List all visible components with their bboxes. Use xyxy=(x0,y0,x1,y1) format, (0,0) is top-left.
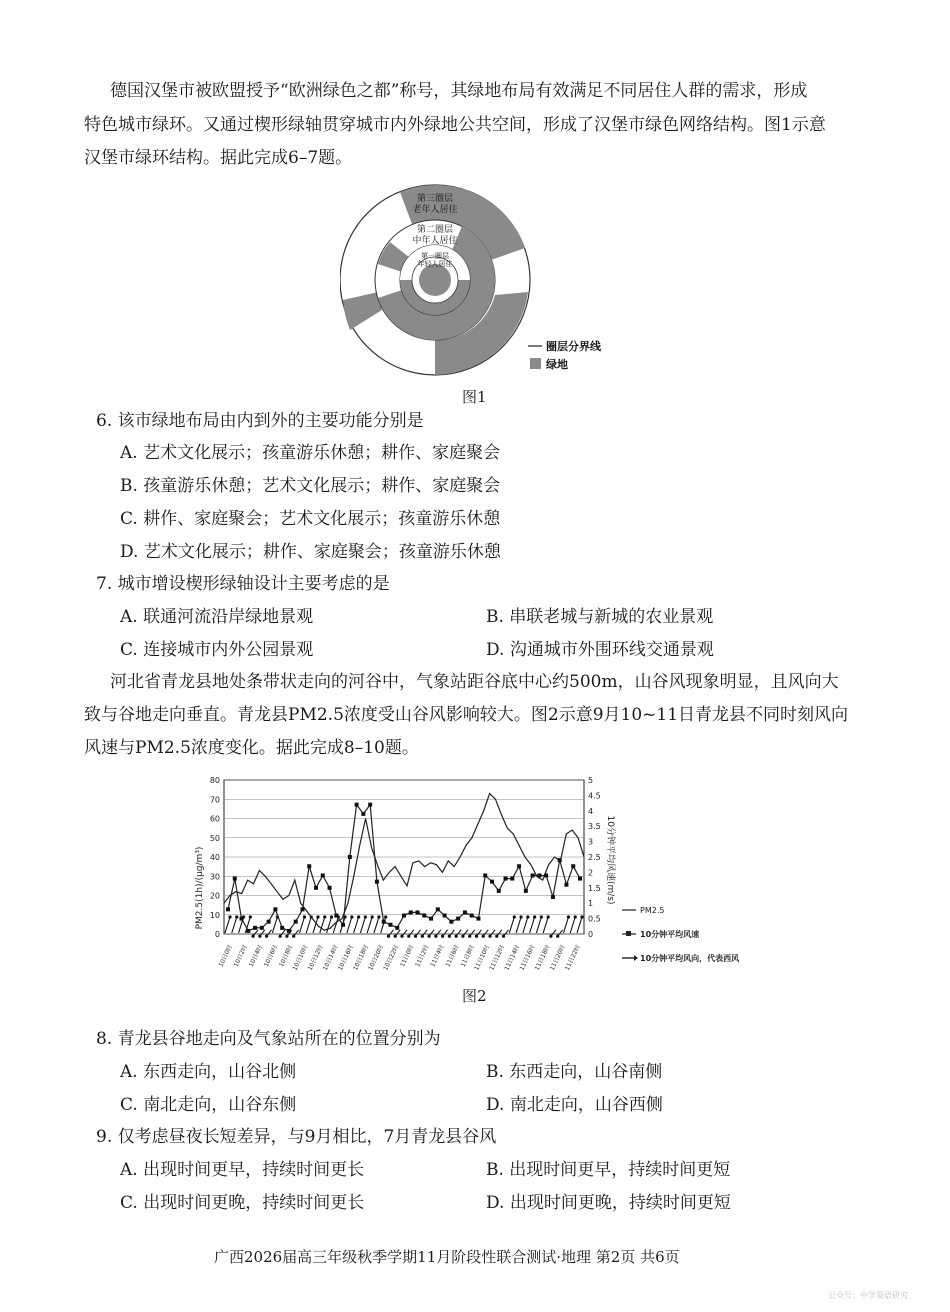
wind-speed-series-line xyxy=(228,805,580,931)
arrow-head xyxy=(371,915,374,918)
wind-speed-point xyxy=(314,886,318,890)
wind-speed-point xyxy=(273,907,277,911)
q7-option-b: B. 串联老城与新城的农业景观 xyxy=(486,607,714,627)
arrow-head xyxy=(519,915,522,918)
arrow-head xyxy=(235,915,238,918)
wind-direction-arrow xyxy=(367,915,374,933)
arrow-head xyxy=(400,935,403,938)
wind-speed-point xyxy=(504,877,508,881)
chart-gridlines xyxy=(224,780,584,934)
left-tick-label: 30 xyxy=(209,872,220,882)
wind-speed-point xyxy=(361,812,365,816)
wind-speed-point xyxy=(531,873,535,877)
x-tick-label: 10日16时 xyxy=(336,943,355,972)
q7-option-a: A. 联通河流沿岸绿地景观 xyxy=(120,607,314,627)
wind-direction-arrow xyxy=(232,915,239,933)
q8-option-b: B. 东西走向，山谷南侧 xyxy=(486,1062,663,1082)
arrow-head xyxy=(316,915,319,918)
q9-stem: 9. 仅考虑昼夜长短差异，与9月相比，7月青龙县谷风 xyxy=(96,1127,497,1147)
wind-speed-point xyxy=(375,880,379,884)
arrow-shaft xyxy=(360,917,365,933)
arrow-head xyxy=(407,935,410,938)
x-tick-label: 11日12时 xyxy=(488,943,507,972)
arrow-head xyxy=(421,935,424,938)
x-tick-label: 11日2时 xyxy=(414,943,431,969)
wind-speed-point xyxy=(497,889,501,893)
wind-direction-arrow xyxy=(299,915,306,933)
arrow-shaft xyxy=(523,917,528,933)
right-tick-label: 1 xyxy=(588,899,594,909)
x-tick-label: 11日16时 xyxy=(518,943,537,972)
arrow-head xyxy=(350,915,353,918)
arrow-shaft xyxy=(272,917,277,933)
arrow-head xyxy=(540,915,543,918)
x-tick-label: 11日18时 xyxy=(533,943,552,972)
wind-speed-point xyxy=(449,920,453,924)
wind-speed-point xyxy=(307,864,311,868)
wind-speed-point xyxy=(483,873,487,877)
arrow-head xyxy=(330,915,333,918)
wind-direction-arrow xyxy=(327,915,334,933)
left-tick-label: 70 xyxy=(209,795,220,805)
arrow-head xyxy=(384,915,387,918)
legend-pm25-label: PM2.5 xyxy=(640,906,665,915)
arrow-head xyxy=(279,935,282,938)
x-tick-label: 10日6时 xyxy=(262,943,280,969)
figure1-ring-diagram xyxy=(340,180,620,400)
q9-option-d: D. 出现时间更晚，持续时间更短 xyxy=(486,1193,731,1213)
q6-option-b: B. 孩童游乐休憩；艺术文化展示；耕作、家庭聚会 xyxy=(120,476,501,496)
left-tick-label: 50 xyxy=(209,833,220,843)
wind-speed-point xyxy=(463,910,467,914)
wind-direction-arrow xyxy=(360,915,367,933)
x-tick-label: 10日14时 xyxy=(321,943,340,972)
arrow-head xyxy=(533,915,536,918)
arrow-head xyxy=(387,935,390,938)
wind-speed-point xyxy=(240,917,244,921)
wind-speed-point xyxy=(510,877,514,881)
wind-speed-point xyxy=(544,873,548,877)
x-tick-label: 10日2时 xyxy=(232,943,249,969)
arrow-head xyxy=(461,935,464,938)
arrow-shaft xyxy=(570,917,575,933)
wind-speed-point xyxy=(341,923,345,927)
arrow-head xyxy=(475,935,478,938)
wind-direction-arrow xyxy=(523,915,530,933)
wind-direction-arrow xyxy=(381,915,388,933)
arrow-shaft xyxy=(577,917,582,933)
wind-speed-point xyxy=(578,877,582,881)
wind-speed-point xyxy=(388,923,392,927)
q6-stem: 6. 该市绿地布局由内到外的主要功能分别是 xyxy=(96,411,424,431)
right-tick-label: 3 xyxy=(588,837,594,847)
arrow-shaft xyxy=(306,917,311,933)
right-tick-label: 1.5 xyxy=(588,883,601,893)
x-tick-label: 10日20时 xyxy=(367,943,386,972)
ring2-label-1: 第二圈层 xyxy=(416,225,454,235)
wind-speed-point xyxy=(300,907,304,911)
wind-speed-point xyxy=(537,873,541,877)
arrow-head xyxy=(468,935,471,938)
q6-option-a: A. 艺术文化展示；孩童游乐休憩；耕作、家庭聚会 xyxy=(120,443,501,463)
left-tick-label: 40 xyxy=(209,853,220,862)
intro2-line1: 河北省青龙县地处条带状走向的河谷中，气象站距谷底中心约500m，山谷风现象明显，且风向大 xyxy=(110,672,839,692)
ring1-label-2: 年轻人居住 xyxy=(417,260,453,268)
q8-stem: 8. 青龙县谷地走向及气象站所在的位置分别为 xyxy=(96,1029,441,1049)
q6-option-d: D. 艺术文化展示；耕作、家庭聚会；孩童游乐休憩 xyxy=(120,542,501,562)
right-tick-label: 0 xyxy=(588,930,594,939)
arrow-shaft xyxy=(374,917,379,933)
wind-speed-point xyxy=(355,803,359,807)
q7-option-d: D. 沟通城市外围环线交通景观 xyxy=(486,640,714,660)
x-tick-label: 11日14时 xyxy=(503,943,522,972)
arrow-head xyxy=(448,935,451,938)
arrow-head xyxy=(228,915,231,918)
arrow-head xyxy=(265,935,268,938)
intro1-line2: 特色城市绿环。又通过楔形绿轴贯穿城市内外绿地公共空间，形成了汉堡市绿色网络结构。图1示意 xyxy=(84,115,826,135)
wind-speed-point xyxy=(490,880,494,884)
arrow-shaft xyxy=(536,917,541,933)
x-tick-label: 10日22时 xyxy=(382,943,401,972)
legend-green-swatch-icon xyxy=(530,358,541,369)
arrow-head xyxy=(547,915,550,918)
wind-direction-arrow xyxy=(570,915,577,933)
arrow-head xyxy=(502,935,505,938)
arrow-head xyxy=(455,935,458,938)
legend-wind-speed-icon xyxy=(626,931,631,936)
wind-speed-point xyxy=(443,914,447,918)
chart-left-ticks xyxy=(210,776,220,939)
wind-speed-point xyxy=(551,895,555,899)
wind-direction-arrow xyxy=(354,915,361,933)
q7-stem: 7. 城市增设楔形绿轴设计主要考虑的是 xyxy=(96,574,390,594)
arrow-head xyxy=(285,935,288,938)
wind-speed-point xyxy=(321,873,325,877)
wind-speed-point xyxy=(456,917,460,921)
left-tick-label: 80 xyxy=(209,776,220,785)
wind-direction-arrow xyxy=(543,915,550,933)
left-tick-label: 10 xyxy=(209,910,220,920)
arrow-head xyxy=(427,935,430,938)
wind-direction-arrow xyxy=(530,915,537,933)
arrow-head xyxy=(495,935,498,938)
chart-right-ticks xyxy=(588,776,601,939)
arrow-shaft xyxy=(516,917,521,933)
wind-speed-point xyxy=(571,864,575,868)
right-tick-label: 5 xyxy=(588,776,594,785)
arrow-head xyxy=(394,935,397,938)
arrow-shaft xyxy=(367,917,372,933)
arrow-shaft xyxy=(327,917,332,933)
arrow-head xyxy=(556,935,559,938)
left-tick-label: 20 xyxy=(209,891,220,901)
wind-speed-point xyxy=(334,914,338,918)
figure2-chart xyxy=(190,770,770,984)
arrow-head xyxy=(249,915,252,918)
wind-speed-point xyxy=(409,910,413,914)
arrow-head xyxy=(251,935,254,938)
wind-speed-point xyxy=(382,920,386,924)
q6-option-c: C. 耕作、家庭聚会；艺术文化展示；孩童游乐休憩 xyxy=(120,509,501,529)
ring3-label-1: 第三圈层 xyxy=(416,194,454,204)
x-tick-label: 11日6时 xyxy=(444,943,461,969)
chart-x-ticks xyxy=(217,943,582,971)
x-tick-label: 11日20时 xyxy=(548,943,567,972)
arrow-head xyxy=(303,915,306,918)
wind-direction-arrow xyxy=(516,915,523,933)
q8-option-a: A. 东西走向，山谷北侧 xyxy=(120,1062,297,1082)
legend-green-label: 绿地 xyxy=(546,358,568,371)
legend-boundary-label: 圈层分界线 xyxy=(546,340,601,353)
left-tick-label: 0 xyxy=(214,930,220,939)
arrow-shaft xyxy=(354,917,359,933)
wind-direction-arrow xyxy=(374,915,381,933)
wind-speed-point xyxy=(294,920,298,924)
arrow-head xyxy=(357,915,360,918)
core-green xyxy=(419,264,451,296)
arrow-head xyxy=(549,935,552,938)
right-tick-label: 2 xyxy=(588,868,594,878)
wind-speed-point xyxy=(402,914,406,918)
q8-option-d: D. 南北走向，山谷西侧 xyxy=(486,1095,663,1115)
q8-option-c: C. 南北走向，山谷东侧 xyxy=(120,1095,297,1115)
chart-left-axis-label: PM2.5(1h)/(μg/m³) xyxy=(195,846,205,930)
arrow-head xyxy=(377,915,380,918)
wind-speed-point xyxy=(233,877,237,881)
wind-direction-arrow xyxy=(563,915,570,933)
arrow-head xyxy=(482,935,485,938)
x-tick-label: 11日22时 xyxy=(563,943,582,972)
arrow-shaft xyxy=(563,917,568,933)
left-tick-label: 60 xyxy=(209,814,220,824)
ring1-label-1: 第一圈层 xyxy=(421,252,449,260)
arrow-shaft xyxy=(347,917,352,933)
watermark: 公众号：中学英语研究 xyxy=(828,1291,908,1300)
wind-direction-arrow xyxy=(347,915,354,933)
wind-speed-point xyxy=(280,926,284,930)
wind-speed-point xyxy=(226,907,230,911)
pm25-series-line xyxy=(224,794,584,931)
wind-speed-point xyxy=(436,907,440,911)
right-tick-label: 4.5 xyxy=(588,791,601,801)
arrow-head xyxy=(441,935,444,938)
ring2-label-2: 中年人居住 xyxy=(412,236,458,246)
wind-speed-point xyxy=(246,929,250,933)
x-tick-label: 11日10时 xyxy=(473,943,492,972)
wind-speed-point xyxy=(524,889,528,893)
q9-option-a: A. 出现时间更早，持续时间更长 xyxy=(120,1160,365,1180)
wind-speed-point xyxy=(558,858,562,862)
arrow-shaft xyxy=(509,917,514,933)
intro2-line2: 致与谷地走向垂直。青龙县PM2.5浓度受山谷风影响较大。图2示意9月10~11日青龙县不同时刻风向 xyxy=(84,705,849,725)
figure2-caption: 图2 xyxy=(462,987,487,1005)
figure1-caption: 图1 xyxy=(462,388,487,406)
legend-wind-direction-label: 10分钟平均风向，代表西风 xyxy=(640,954,740,963)
arrow-head xyxy=(574,915,577,918)
arrow-head xyxy=(323,915,326,918)
arrow-shaft xyxy=(299,917,304,933)
intro2-line3: 风速与PM2.5浓度变化。据此完成8–10题。 xyxy=(84,738,419,758)
wind-speed-point xyxy=(517,864,521,868)
intro1-line3: 汉堡市绿环结构。据此完成6–7题。 xyxy=(84,148,353,168)
arrow-shaft xyxy=(530,917,535,933)
wind-speed-point xyxy=(368,803,372,807)
q9-option-c: C. 出现时间更晚，持续时间更长 xyxy=(120,1193,365,1213)
wind-direction-arrow xyxy=(509,915,516,933)
right-tick-label: 2.5 xyxy=(588,853,601,862)
wind-speed-point xyxy=(287,929,291,933)
page-footer: 广西2026届高三年级秋季学期11月阶段性联合测试·地理 第2页 共6页 xyxy=(214,1248,680,1266)
wind-speed-point xyxy=(470,914,474,918)
wind-speed-point xyxy=(267,920,271,924)
x-tick-label: 10日12时 xyxy=(306,943,325,972)
q9-option-b: B. 出现时间更早，持续时间更短 xyxy=(486,1160,731,1180)
wind-speed-point xyxy=(328,886,332,890)
x-tick-label: 10日18时 xyxy=(352,943,370,972)
arrow-head xyxy=(364,915,367,918)
wind-speed-point xyxy=(564,883,568,887)
x-tick-label: 10日4时 xyxy=(247,943,265,969)
wind-speed-point xyxy=(422,914,426,918)
arrow-shaft xyxy=(232,917,237,933)
wind-direction-arrow xyxy=(225,915,232,933)
arrow-head xyxy=(292,935,295,938)
arrow-head xyxy=(526,915,529,918)
wind-direction-arrow xyxy=(536,915,543,933)
wind-direction-arrow xyxy=(577,915,584,933)
wind-speed-point xyxy=(429,917,433,921)
ring3-label-2: 老年人居住 xyxy=(412,205,458,215)
wind-speed-point xyxy=(395,926,399,930)
x-tick-label: 10日8时 xyxy=(278,943,295,969)
arrow-head xyxy=(580,915,583,918)
arrow-head xyxy=(258,935,261,938)
x-tick-label: 11日8时 xyxy=(459,943,476,969)
wind-speed-point xyxy=(476,917,480,921)
x-tick-label: 11日0时 xyxy=(399,943,416,969)
arrow-shaft xyxy=(225,917,230,933)
legend-wind-speed-label: 10分钟平均风速 xyxy=(640,930,700,939)
intro1-line1: 德国汉堡市被欧盟授予“欧洲绿色之都”称号，其绿地布局有效满足不同居住人群的需求，形成 xyxy=(110,81,808,101)
arrow-shaft xyxy=(543,917,548,933)
arrow-head xyxy=(488,935,491,938)
wind-speed-point xyxy=(253,926,257,930)
right-tick-label: 0.5 xyxy=(588,914,601,924)
wind-speed-point xyxy=(416,910,420,914)
x-tick-label: 10日10时 xyxy=(291,943,310,972)
arrow-head xyxy=(567,915,570,918)
wind-speed-point xyxy=(348,855,352,859)
chart-right-axis-label: 10分钟平均风速(m/s) xyxy=(605,815,615,905)
x-tick-label: 10日0时 xyxy=(217,943,234,969)
wind-speed-point xyxy=(260,926,264,930)
right-tick-label: 3.5 xyxy=(588,822,601,832)
arrow-head xyxy=(513,915,516,918)
arrow-head xyxy=(434,935,437,938)
q7-option-c: C. 连接城市内外公园景观 xyxy=(120,640,314,660)
right-tick-label: 4 xyxy=(588,806,594,816)
x-tick-label: 11日4时 xyxy=(429,943,446,969)
wind-speed-markers xyxy=(226,803,582,933)
arrow-head xyxy=(414,935,417,938)
